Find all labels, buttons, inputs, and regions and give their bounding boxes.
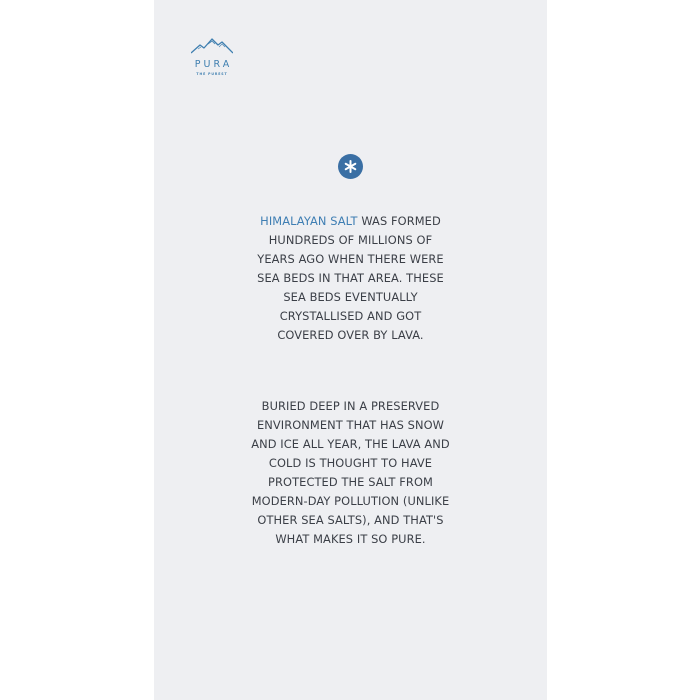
paragraph-line: BURIED DEEP IN A PRESERVED [261, 399, 440, 413]
paragraph-line: AND ICE ALL YEAR, THE LAVA AND [251, 437, 450, 451]
paragraph-line: PROTECTED THE SALT FROM [268, 475, 433, 489]
paragraph-line: COLD IS THOUGHT TO HAVE [268, 456, 433, 470]
mountain-icon [191, 38, 233, 54]
paragraph-line: OTHER SEA SALTS), AND THAT'S [257, 513, 444, 527]
paragraph-line: HUNDREDS OF MILLIONS OF [268, 233, 433, 247]
paragraph-line: MODERN-DAY POLLUTION (UNLIKE [251, 494, 450, 508]
brand-logo[interactable] [190, 38, 234, 76]
paragraph-line: CRYSTALLISED AND GOT [279, 309, 422, 323]
paragraph-line: SEA BEDS IN THAT AREA. THESE [257, 271, 444, 285]
story-page [154, 0, 547, 700]
asterisk-badge [338, 154, 363, 179]
paragraph-line [154, 212, 547, 231]
paragraph-line: YEARS AGO WHEN THERE WERE [257, 252, 444, 266]
paragraph-line: ENVIRONMENT THAT HAS SNOW [256, 418, 445, 432]
asterisk-icon [338, 154, 363, 179]
paragraph-formation [154, 212, 547, 345]
brand-tagline: THE PUREST [196, 72, 228, 76]
line-text: WAS FORMED [357, 214, 441, 228]
brand-name: PURA [194, 59, 233, 70]
paragraph-line: SEA BEDS EVENTUALLY [283, 290, 418, 304]
paragraph-line: COVERED OVER BY LAVA. [277, 328, 424, 342]
paragraph-preservation [154, 397, 547, 549]
paragraph-line: WHAT MAKES IT SO PURE. [275, 532, 426, 546]
highlight-text: HIMALAYAN SALT [260, 214, 358, 228]
